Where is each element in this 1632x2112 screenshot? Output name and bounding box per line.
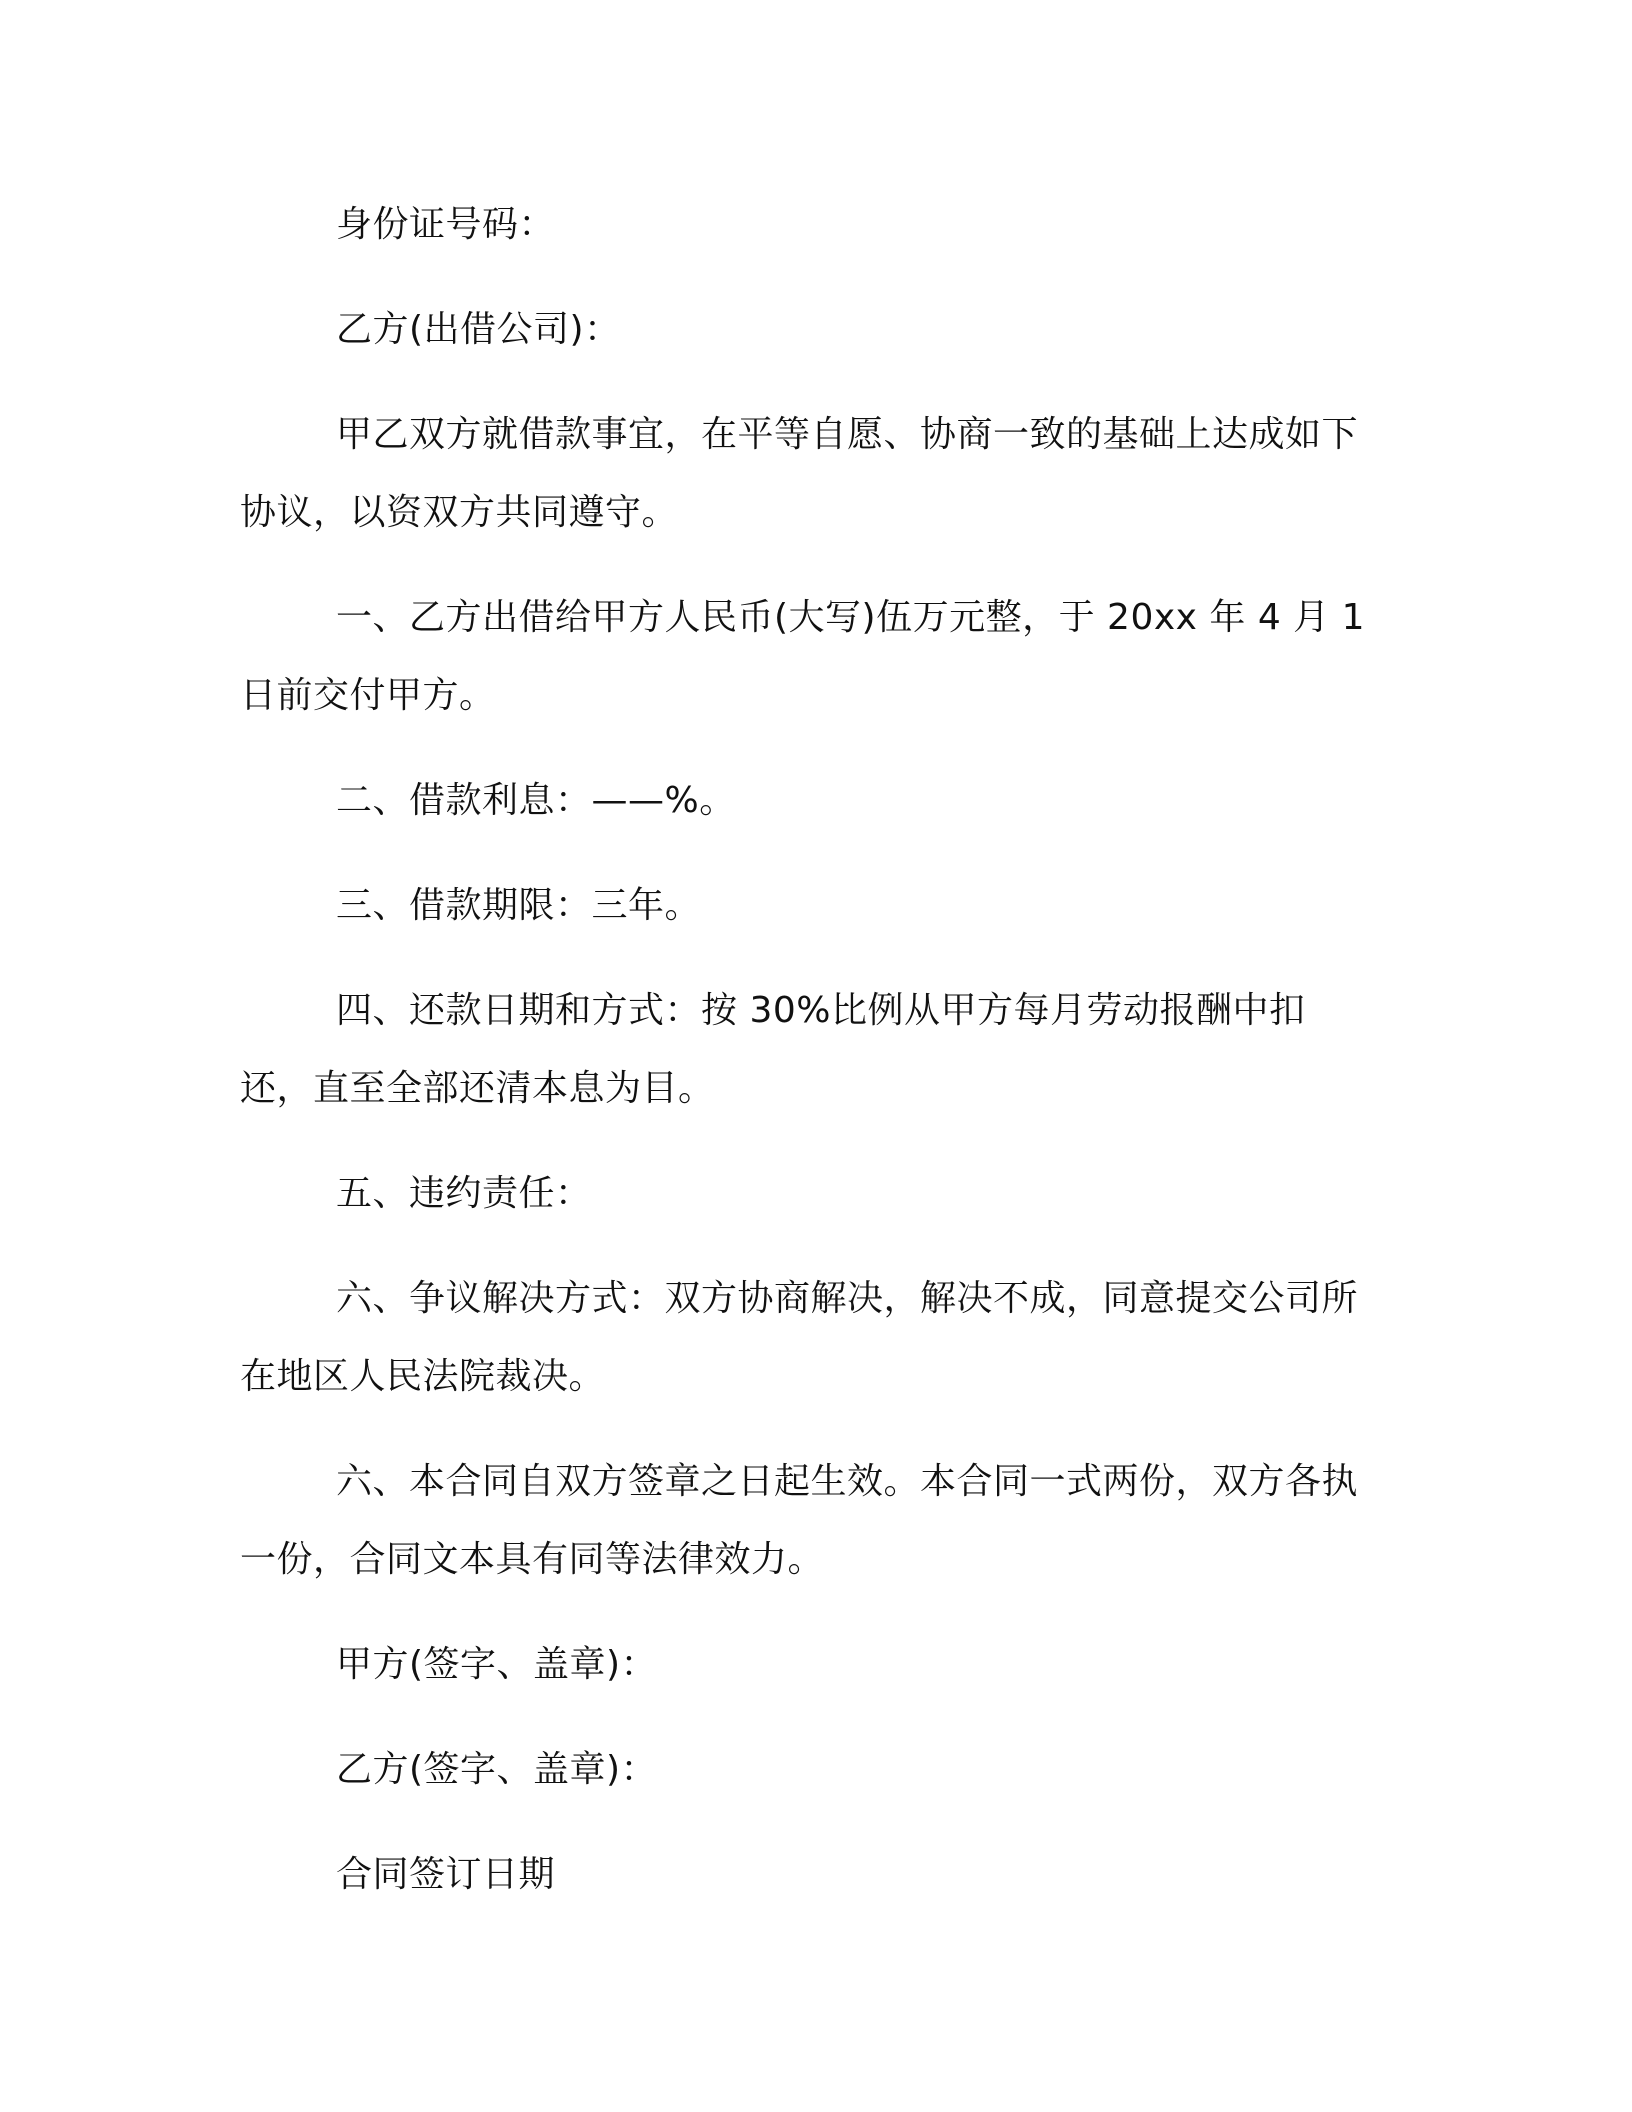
clause-4: 四、还款日期和方式：按 30%比例从甲方每月劳动报酬中扣还，直至全部还清本息为目。: [240, 990, 1306, 1109]
signing-date-line: 合同签订日期: [336, 1854, 556, 1895]
clause-6-effect: 六、本合同自双方签章之日起生效。本合同一式两份，双方各执一份，合同文本具有同等法律效力。: [240, 1461, 1359, 1580]
clause-6-dispute: 六、争议解决方式：双方协商解决，解决不成，同意提交公司所在地区人民法院裁决。: [240, 1278, 1359, 1397]
intro-paragraph: 甲乙双方就借款事宜，在平等自愿、协商一致的基础上达成如下协议，以资双方共同遵守。: [240, 414, 1359, 533]
clause-5: 五、违约责任：: [336, 1173, 592, 1214]
id-number-line: 身份证号码：: [336, 204, 556, 245]
party-b-line: 乙方(出借公司)：: [336, 309, 621, 350]
clause-1: 一、乙方出借给甲方人民币(大写)伍万元整，于 20xx 年 4 月 1 日前交付甲方。: [240, 597, 1366, 716]
clause-3: 三、借款期限：三年。: [336, 885, 702, 926]
party-a-signature-line: 甲方(签字、盖章)：: [336, 1644, 658, 1685]
contract-body: [240, 186, 1370, 1914]
clause-2: 二、借款利息：——%。: [336, 780, 736, 821]
party-b-signature-line: 乙方(签字、盖章)：: [336, 1749, 658, 1790]
